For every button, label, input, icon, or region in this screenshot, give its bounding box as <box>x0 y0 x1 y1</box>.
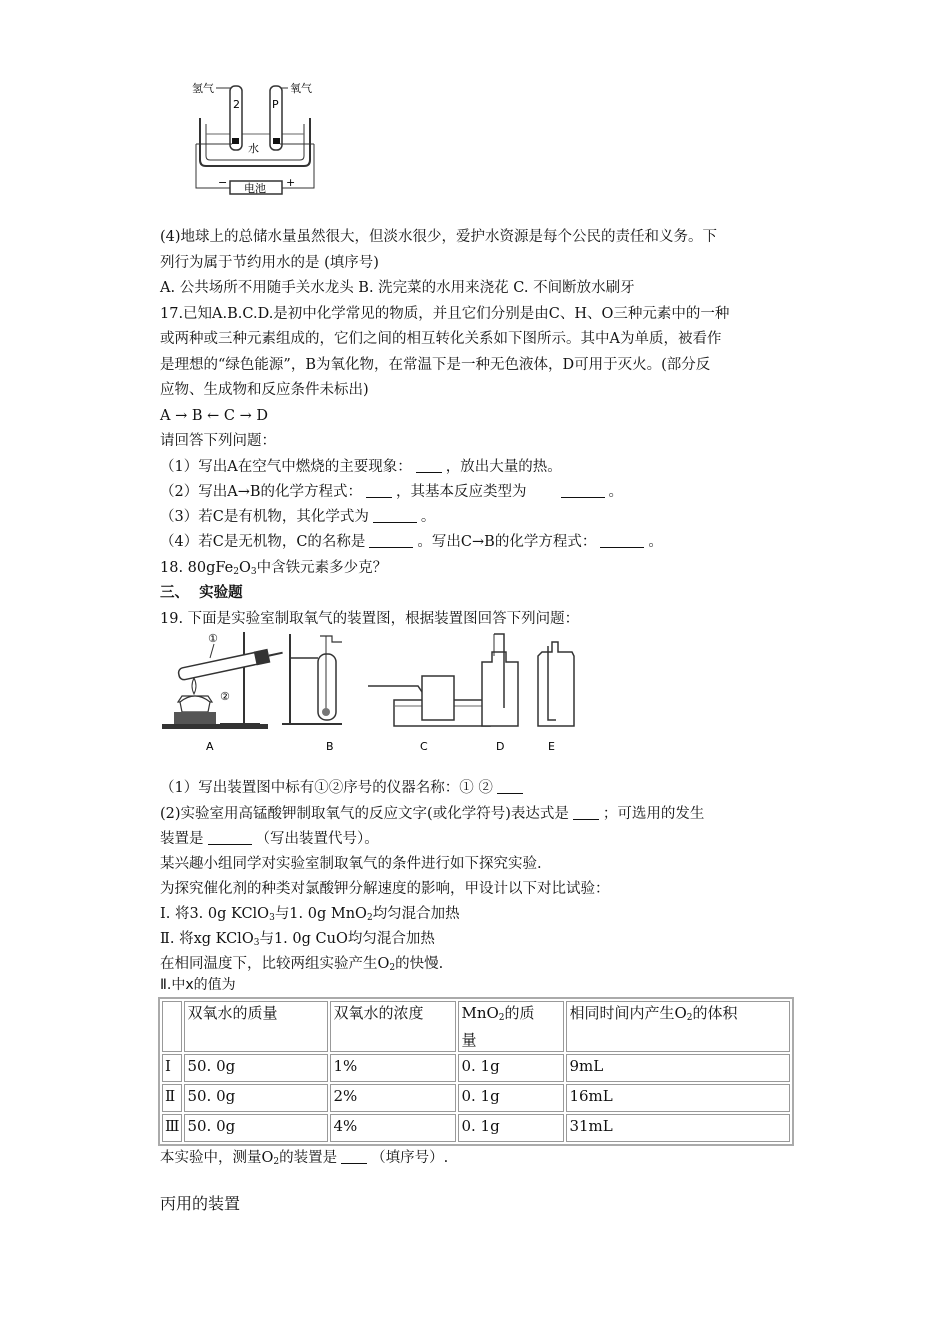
label-hydrogen: 氢气 <box>192 82 214 95</box>
q19-p4-b: 与1. 0g CuO均匀混合加热 <box>259 931 435 947</box>
figure-label-e: E <box>548 740 555 753</box>
cell-conc: 1% <box>330 1054 456 1082</box>
answer-blank[interactable] <box>600 533 644 548</box>
electrolysis-figure <box>190 78 320 196</box>
q16-4-line2: 列行为属于节约用水的是 (填序号) <box>160 255 379 271</box>
row-label: Ⅲ <box>162 1114 182 1142</box>
cell-mno2: 0. 1g <box>458 1084 564 1112</box>
header-vol-a: 相同时间内产生O <box>569 1004 687 1022</box>
figure-label-a: A <box>206 740 214 753</box>
answer-blank[interactable] <box>208 830 252 845</box>
q17-sub2-b: ，其基本反应类型为 <box>396 484 527 500</box>
minus-sign: − <box>218 176 228 189</box>
after-table-b: 的装置是 <box>279 1150 338 1166</box>
q18-a: 18. 80gFe <box>160 560 234 576</box>
q17-sub1 <box>160 457 562 477</box>
cell-mno2: 0. 1g <box>458 1054 564 1082</box>
header-vol-sub: 2 <box>686 1013 693 1023</box>
tube-left-mark: 2 <box>233 98 240 111</box>
section-number: 三、 <box>160 584 189 601</box>
table-row <box>162 1084 790 1112</box>
q19-p3-sub: 3 <box>269 913 275 923</box>
q19-p4-sub: 3 <box>253 938 260 948</box>
cell-mass: 50. 0g <box>184 1054 328 1082</box>
q19-sub2-b: ；可选用的发生 <box>602 806 705 822</box>
q19-p4-a: Ⅱ. 将xg KClO <box>160 931 254 947</box>
cell-mno2: 0. 1g <box>458 1114 564 1142</box>
answer-blank[interactable] <box>373 508 417 523</box>
plus-sign: + <box>286 176 296 189</box>
table-header-mass: 双氧水的质量 <box>184 1001 328 1052</box>
q18-sub1: 2 <box>233 567 239 577</box>
q18 <box>160 558 387 582</box>
last-line: 丙用的装置 <box>160 1194 241 1213</box>
table-header-corner <box>162 1001 182 1052</box>
answer-blank[interactable] <box>497 779 523 794</box>
header-mno2-c: 量 <box>461 1031 477 1049</box>
q17-sub2-a: （2）写出A→B的化学方程式： <box>160 484 363 500</box>
after-table <box>160 1148 448 1172</box>
q19-p5-a: 在相同温度下，比较两组实验产生O <box>160 956 390 972</box>
header-vol-b: 的体积 <box>692 1004 738 1022</box>
table-row <box>162 1054 790 1082</box>
q19-intro: 19. 下面是实验室制取氧气的装置图，根据装置图回答下列问题： <box>160 611 580 627</box>
figure-label-b: B <box>326 740 334 753</box>
experiment-table <box>158 997 794 1146</box>
q17-sub4-c: 。 <box>648 534 663 550</box>
q19-sub2-d: （写出装置代号）。 <box>255 831 379 847</box>
cell-volume: 31mL <box>566 1114 790 1142</box>
q17-sub4-b: 。写出C→B的化学方程式： <box>417 534 597 550</box>
q17-line3: 是理想的“绿色能源”，B为氧化物，在常温下是一种无色液体，D可用于灭火。(部分反 <box>160 357 711 373</box>
answer-blank[interactable] <box>341 1149 367 1164</box>
cell-mass: 50. 0g <box>184 1084 328 1112</box>
table-header-volume <box>566 1001 790 1052</box>
answer-blank[interactable] <box>573 805 599 820</box>
after-table-sub: 2 <box>273 1157 280 1167</box>
cell-conc: 4% <box>330 1114 456 1142</box>
q18-b: O <box>239 560 251 576</box>
cell-volume: 9mL <box>566 1054 790 1082</box>
q19-sub2-line2 <box>160 829 379 849</box>
table-header-mno2 <box>458 1001 564 1052</box>
q17-sub4-a: （4）若C是无机物，C的名称是 <box>160 534 366 550</box>
q19-p5-sub: 2 <box>389 963 396 973</box>
q19-sub2-line1 <box>160 804 704 824</box>
q19-p6: Ⅱ.中x的值为 <box>160 977 236 993</box>
lab-apparatus-figure <box>160 628 600 756</box>
q19-p3-b: 与1. 0g MnO <box>274 906 367 922</box>
answer-blank[interactable] <box>561 483 605 498</box>
cell-mass: 50. 0g <box>184 1114 328 1142</box>
table-header-row <box>162 1001 790 1052</box>
tube-right-mark: P <box>272 98 279 111</box>
q19-sub1-text: （1）写出装置图中标有①②序号的仪器名称：① ② <box>160 780 493 796</box>
q19-p3-a: Ⅰ. 将3. 0g KClO <box>160 906 270 922</box>
table-header-conc: 双氧水的浓度 <box>330 1001 456 1052</box>
answer-blank[interactable] <box>369 533 413 548</box>
q17-sub4 <box>160 532 663 552</box>
q19-p1: 某兴趣小组同学对实验室制取氧气的条件进行如下探究实验. <box>160 856 542 872</box>
q17-chain: A → B ← C → D <box>160 408 268 424</box>
q18-sub2: 3 <box>250 567 257 577</box>
q17-prompt: 请回答下列问题： <box>160 433 276 449</box>
q19-sub1 <box>160 778 527 798</box>
label-oxygen: 氧气 <box>290 82 312 95</box>
q19-p3-sub2: 2 <box>366 913 373 923</box>
header-mno2-b: 的质 <box>504 1004 535 1022</box>
answer-blank[interactable] <box>416 458 442 473</box>
row-label: Ⅱ <box>162 1084 182 1112</box>
q18-c: 中含铁元素多少克？ <box>256 560 388 576</box>
power-label: 电池 <box>244 182 266 195</box>
cell-volume: 16mL <box>566 1084 790 1112</box>
section-title: 实验题 <box>199 584 243 601</box>
q16-4-line1: (4)地球上的总储水量虽然很大，但淡水很少，爱护水资源是每个公民的责任和义务。下 <box>160 229 718 245</box>
figure-label-d: D <box>496 740 505 753</box>
figure-label-c: C <box>420 740 428 753</box>
q17-sub3-a: （3）若C是有机物，其化学式为 <box>160 509 369 525</box>
q19-p5-b: 的快慢. <box>395 956 444 972</box>
figure-mark-1: ① <box>208 632 218 645</box>
section-heading <box>160 583 243 603</box>
header-mno2-sub: 2 <box>498 1013 505 1023</box>
water-label: 水 <box>248 142 259 155</box>
q17-line4: 应物、生成物和反应条件未标出) <box>160 382 369 398</box>
q17-line1: 17.已知A.B.C.D.是初中化学常见的物质，并且它们分别是由C、H、O三种元素中的一种 <box>160 306 730 322</box>
q17-sub1-a: （1）写出A在空气中燃烧的主要现象： <box>160 459 412 475</box>
q17-sub1-b: ，放出大量的热。 <box>445 459 562 475</box>
after-table-c: （填序号）. <box>371 1150 449 1166</box>
q17-line2: 或两种或三种元素组成的，它们之间的相互转化关系如下图所示。其中A为单质，被看作 <box>160 331 722 347</box>
q19-sub2-a: (2)实验室用高锰酸钾制取氧气的反应文字(或化学符号)表达式是 <box>160 806 569 822</box>
after-table-a: 本实验中，测量O <box>160 1150 274 1166</box>
q17-sub2-c: 。 <box>608 484 624 500</box>
q19-p2: 为探究催化剂的种类对氯酸钾分解速度的影响，甲设计以下对比试验： <box>160 881 610 897</box>
q19-sub2-c: 装置是 <box>160 831 204 847</box>
q19-p3-c: 均匀混合加热 <box>372 906 460 922</box>
q19-p4 <box>160 929 435 953</box>
cell-conc: 2% <box>330 1084 456 1112</box>
answer-blank[interactable] <box>366 483 392 498</box>
header-mno2-a: MnO <box>461 1004 499 1022</box>
q17-sub2 <box>160 482 623 502</box>
q19-p3 <box>160 904 460 928</box>
q17-sub3-b: 。 <box>420 509 436 525</box>
row-label: Ⅰ <box>162 1054 182 1082</box>
q17-sub3 <box>160 507 435 527</box>
q16-4-options: A. 公共场所不用随手关水龙头 B. 洗完菜的水用来浇花 C. 不间断放水刷牙 <box>160 280 635 296</box>
figure-mark-2: ② <box>220 690 230 703</box>
table-row <box>162 1114 790 1142</box>
